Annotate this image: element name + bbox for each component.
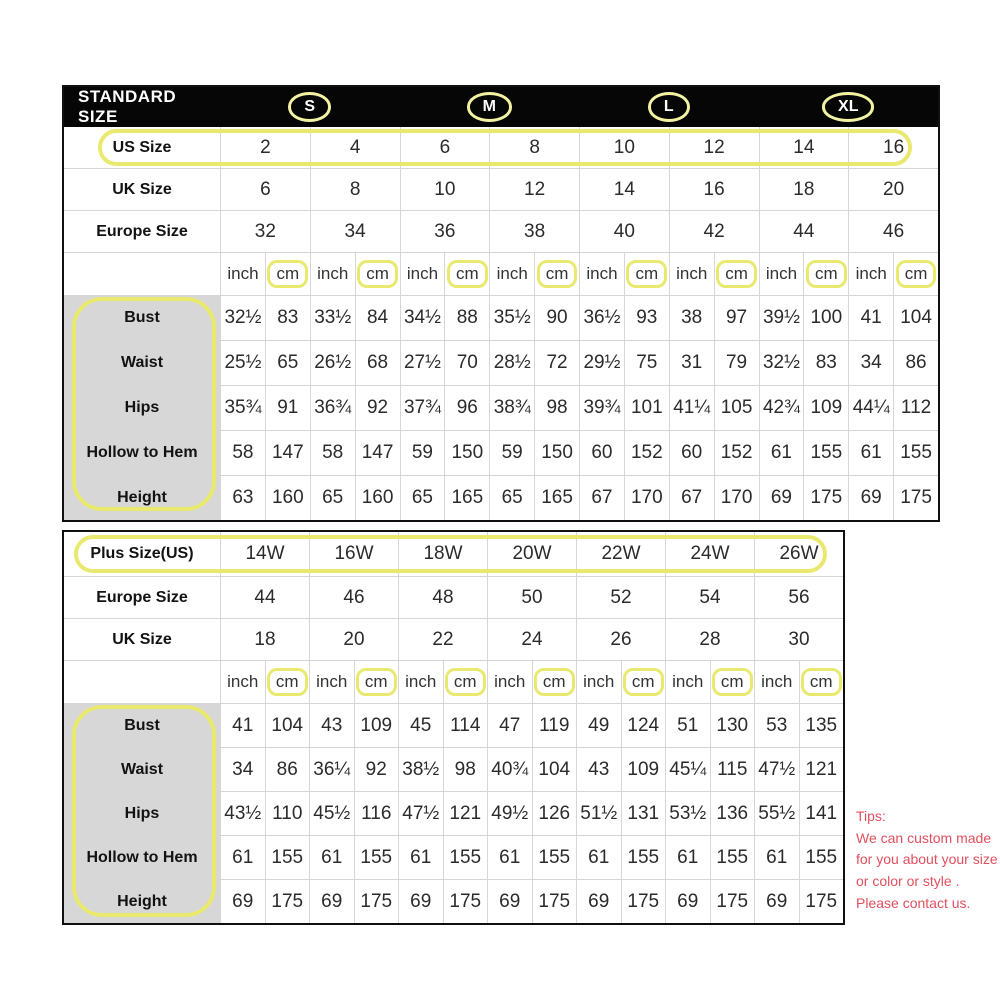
- cm-highlight: cm: [357, 260, 398, 287]
- inch-label: inch: [310, 253, 355, 295]
- inch-label: inch: [848, 253, 893, 295]
- cm-highlight: cm: [267, 260, 308, 287]
- row-label: Bust: [64, 704, 220, 747]
- measure-cell: 86: [265, 748, 310, 791]
- measure-cell: 155: [532, 836, 577, 879]
- size-cell: 10: [579, 127, 669, 168]
- inch-label: inch: [489, 253, 534, 295]
- size-cell: 16W: [309, 532, 398, 576]
- size-row: [64, 618, 843, 660]
- measure-cell: 38¾: [489, 386, 534, 430]
- measure-cell: 55½: [754, 792, 799, 835]
- measure-cell: 68: [355, 341, 400, 385]
- measure-cell: 170: [714, 476, 759, 520]
- size-cell: 38: [489, 211, 579, 252]
- size-cell: 2: [220, 127, 310, 168]
- measure-cell: 75: [624, 341, 669, 385]
- measure-cell: 69: [487, 880, 532, 923]
- measure-cell: 155: [710, 836, 755, 879]
- measure-cell: 155: [621, 836, 666, 879]
- size-cell: 4: [310, 127, 400, 168]
- measure-cell: 61: [309, 836, 354, 879]
- measurement-row: [64, 340, 938, 385]
- cm-cell: [265, 253, 310, 295]
- measure-cell: 32½: [759, 341, 804, 385]
- measure-cell: 175: [799, 880, 844, 923]
- inch-label: inch: [487, 661, 532, 703]
- measure-cell: 69: [398, 880, 443, 923]
- measure-cell: 175: [354, 880, 399, 923]
- measure-cell: 61: [754, 836, 799, 879]
- cm-highlight: cm: [267, 668, 308, 695]
- measure-cell: 121: [443, 792, 488, 835]
- measure-cell: 61: [848, 431, 893, 475]
- measurement-row: [64, 385, 938, 430]
- size-cell: 46: [848, 211, 938, 252]
- size-cell: 30: [754, 619, 843, 660]
- row-label: Height: [64, 476, 220, 520]
- measure-cell: 53: [754, 704, 799, 747]
- measure-cell: 126: [532, 792, 577, 835]
- measure-cell: 93: [624, 296, 669, 340]
- unit-row-label: [64, 253, 220, 295]
- row-label: Hips: [64, 792, 220, 835]
- measure-cell: 61: [759, 431, 804, 475]
- measure-cell: 26½: [310, 341, 355, 385]
- cm-highlight: cm: [806, 260, 847, 287]
- size-cell: 44: [220, 577, 309, 618]
- inch-label: inch: [398, 661, 443, 703]
- row-label: Waist: [64, 748, 220, 791]
- measure-cell: 65: [310, 476, 355, 520]
- measure-cell: 109: [354, 704, 399, 747]
- measure-cell: 61: [576, 836, 621, 879]
- measure-cell: 152: [624, 431, 669, 475]
- measure-cell: 58: [310, 431, 355, 475]
- measure-cell: 28½: [489, 341, 534, 385]
- measure-cell: 49½: [487, 792, 532, 835]
- measure-cell: 61: [487, 836, 532, 879]
- measure-cell: 39½: [759, 296, 804, 340]
- measure-cell: 69: [220, 880, 265, 923]
- measure-cell: 29½: [579, 341, 624, 385]
- measure-cell: 25½: [220, 341, 265, 385]
- size-cell: 52: [576, 577, 665, 618]
- row-label: Europe Size: [96, 588, 188, 606]
- inch-label: inch: [665, 661, 710, 703]
- standard-size-table: [62, 85, 940, 522]
- unit-row: [64, 660, 843, 703]
- measure-cell: 41: [848, 296, 893, 340]
- measurement-row: [64, 747, 843, 791]
- measure-cell: 155: [443, 836, 488, 879]
- cm-cell: [265, 661, 310, 703]
- measure-cell: 34: [848, 341, 893, 385]
- measure-cell: 109: [803, 386, 848, 430]
- measure-cell: 36¼: [309, 748, 354, 791]
- measure-cell: 36½: [579, 296, 624, 340]
- measure-cell: 44¼: [848, 386, 893, 430]
- measure-cell: 45¼: [665, 748, 710, 791]
- measure-cell: 34½: [400, 296, 445, 340]
- cm-highlight: cm: [896, 260, 937, 287]
- tips-line: We can custom made: [856, 829, 992, 846]
- size-cell: 8: [310, 169, 400, 210]
- row-label: UK Size: [112, 180, 172, 198]
- measurement-row: [64, 835, 843, 879]
- measure-cell: 58: [220, 431, 265, 475]
- cm-cell: [621, 661, 666, 703]
- measure-cell: 69: [754, 880, 799, 923]
- inch-label: inch: [759, 253, 804, 295]
- size-row: [64, 210, 938, 252]
- size-cell: 46: [309, 577, 398, 618]
- size-cell: 14: [759, 127, 849, 168]
- measure-cell: 51: [665, 704, 710, 747]
- measure-cell: 63: [220, 476, 265, 520]
- measure-cell: 49: [576, 704, 621, 747]
- measure-cell: 165: [534, 476, 579, 520]
- size-group-s: [220, 92, 400, 121]
- measurement-row: [64, 295, 938, 340]
- measure-cell: 65: [489, 476, 534, 520]
- inch-label: inch: [579, 253, 624, 295]
- standard-size-header: [64, 87, 938, 127]
- measure-cell: 147: [355, 431, 400, 475]
- size-cell: 18W: [398, 532, 487, 576]
- measure-cell: 36¾: [310, 386, 355, 430]
- measure-cell: 114: [443, 704, 488, 747]
- measure-cell: 92: [355, 386, 400, 430]
- measure-cell: 67: [579, 476, 624, 520]
- measure-cell: 65: [400, 476, 445, 520]
- measurement-row: [64, 791, 843, 835]
- measure-cell: 35¾: [220, 386, 265, 430]
- measure-cell: 121: [799, 748, 844, 791]
- measure-cell: 41: [220, 704, 265, 747]
- measure-cell: 155: [799, 836, 844, 879]
- measurement-row: [64, 430, 938, 475]
- cm-highlight: cm: [447, 260, 488, 287]
- size-cell: 22W: [576, 532, 665, 576]
- measure-cell: 83: [265, 296, 310, 340]
- size-cell: 6: [220, 169, 310, 210]
- cm-cell: [799, 661, 844, 703]
- size-cell: 16: [669, 169, 759, 210]
- cm-cell: [803, 253, 848, 295]
- size-cell: 48: [398, 577, 487, 618]
- size-cell: 26W: [754, 532, 843, 576]
- row-label: Plus Size(US): [90, 545, 194, 562]
- measure-cell: 33½: [310, 296, 355, 340]
- measure-cell: 98: [534, 386, 579, 430]
- cm-highlight: cm: [534, 668, 575, 695]
- cm-highlight: cm: [623, 668, 664, 695]
- size-cell: 28: [665, 619, 754, 660]
- measure-cell: 165: [444, 476, 489, 520]
- measure-cell: 67: [669, 476, 714, 520]
- measure-cell: 152: [714, 431, 759, 475]
- measure-cell: 42¾: [759, 386, 804, 430]
- inch-label: inch: [309, 661, 354, 703]
- measure-cell: 160: [355, 476, 400, 520]
- measure-cell: 141: [799, 792, 844, 835]
- cm-cell: [893, 253, 938, 295]
- size-cell: 16: [848, 127, 938, 168]
- measure-cell: 110: [265, 792, 310, 835]
- size-cell: 18: [759, 169, 849, 210]
- size-cell: 42: [669, 211, 759, 252]
- measure-cell: 104: [532, 748, 577, 791]
- measure-cell: 155: [803, 431, 848, 475]
- measure-cell: 155: [893, 431, 938, 475]
- measure-cell: 27½: [400, 341, 445, 385]
- measure-cell: 91: [265, 386, 310, 430]
- unit-row-label: [64, 661, 220, 703]
- measure-cell: 60: [669, 431, 714, 475]
- cm-highlight: cm: [445, 668, 486, 695]
- standard-size-rows: [64, 127, 938, 520]
- measure-cell: 97: [714, 296, 759, 340]
- inch-label: inch: [576, 661, 621, 703]
- measure-cell: 155: [265, 836, 310, 879]
- measure-cell: 31: [669, 341, 714, 385]
- row-label: Height: [64, 880, 220, 923]
- measure-cell: 160: [265, 476, 310, 520]
- measure-cell: 150: [444, 431, 489, 475]
- unit-row: [64, 252, 938, 295]
- measure-cell: 100: [803, 296, 848, 340]
- size-row: [64, 127, 938, 168]
- size-cell: 14W: [220, 532, 309, 576]
- measure-cell: 175: [803, 476, 848, 520]
- cm-cell: [534, 253, 579, 295]
- measure-cell: 69: [309, 880, 354, 923]
- measure-cell: 60: [579, 431, 624, 475]
- size-row: [64, 532, 843, 576]
- row-label: Hips: [64, 386, 220, 430]
- size-cell: 6: [400, 127, 490, 168]
- measure-cell: 32½: [220, 296, 265, 340]
- measure-cell: 59: [400, 431, 445, 475]
- row-label: Waist: [64, 341, 220, 385]
- cm-highlight: cm: [537, 260, 578, 287]
- measure-cell: 69: [848, 476, 893, 520]
- size-cell: 40: [579, 211, 669, 252]
- cm-cell: [443, 661, 488, 703]
- tips-line: or color or style .: [856, 873, 960, 890]
- measure-cell: 83: [803, 341, 848, 385]
- size-cell: 26: [576, 619, 665, 660]
- size-cell: 44: [759, 211, 849, 252]
- cm-highlight: cm: [716, 260, 757, 287]
- size-badge-l-highlight: L: [648, 92, 690, 121]
- size-cell: 12: [489, 169, 579, 210]
- measure-cell: 39¾: [579, 386, 624, 430]
- cm-cell: [444, 253, 489, 295]
- cm-cell: [532, 661, 577, 703]
- cm-cell: [354, 661, 399, 703]
- plus-size-rows: [64, 532, 843, 923]
- measure-cell: 70: [444, 341, 489, 385]
- measure-cell: 40¾: [487, 748, 532, 791]
- tips-line: Please contact us.: [856, 894, 971, 911]
- size-cell: 22: [398, 619, 487, 660]
- measure-cell: 170: [624, 476, 669, 520]
- size-cell: 20W: [487, 532, 576, 576]
- measure-cell: 72: [534, 341, 579, 385]
- inch-label: inch: [220, 253, 265, 295]
- measure-cell: 104: [893, 296, 938, 340]
- measure-cell: 38½: [398, 748, 443, 791]
- measure-cell: 175: [621, 880, 666, 923]
- measure-cell: 41¼: [669, 386, 714, 430]
- inch-label: inch: [669, 253, 714, 295]
- measure-cell: 61: [220, 836, 265, 879]
- measure-cell: 92: [354, 748, 399, 791]
- measure-cell: 130: [710, 704, 755, 747]
- cm-highlight: cm: [356, 668, 397, 695]
- measure-cell: 88: [444, 296, 489, 340]
- size-row: [64, 168, 938, 210]
- measure-cell: 96: [444, 386, 489, 430]
- size-cell: 36: [400, 211, 490, 252]
- size-badge-m-highlight: M: [467, 92, 512, 121]
- custom-made-tips: [856, 806, 998, 914]
- cm-highlight: cm: [712, 668, 753, 695]
- measure-cell: 61: [398, 836, 443, 879]
- row-label: Bust: [64, 296, 220, 340]
- row-label: US Size: [112, 138, 172, 156]
- size-cell: 50: [487, 577, 576, 618]
- measure-cell: 90: [534, 296, 579, 340]
- measure-cell: 61: [665, 836, 710, 879]
- measure-cell: 34: [220, 748, 265, 791]
- size-group-xl: [759, 92, 939, 121]
- cm-cell: [624, 253, 669, 295]
- measure-cell: 175: [710, 880, 755, 923]
- size-group-m: [400, 92, 580, 121]
- measure-cell: 47: [487, 704, 532, 747]
- measure-cell: 59: [489, 431, 534, 475]
- measurement-row: [64, 475, 938, 520]
- measure-cell: 65: [265, 341, 310, 385]
- measure-cell: 147: [265, 431, 310, 475]
- measure-cell: 43: [309, 704, 354, 747]
- measure-cell: 43: [576, 748, 621, 791]
- measure-cell: 69: [759, 476, 804, 520]
- size-cell: 32: [220, 211, 310, 252]
- measure-cell: 43½: [220, 792, 265, 835]
- measure-cell: 105: [714, 386, 759, 430]
- measure-cell: 47½: [398, 792, 443, 835]
- measure-cell: 116: [354, 792, 399, 835]
- inch-label: inch: [220, 661, 265, 703]
- size-cell: 10: [400, 169, 490, 210]
- measure-cell: 104: [265, 704, 310, 747]
- measure-cell: 119: [532, 704, 577, 747]
- size-group-l: [579, 92, 759, 121]
- measure-cell: 69: [576, 880, 621, 923]
- size-cell: 18: [220, 619, 309, 660]
- measure-cell: 112: [893, 386, 938, 430]
- tips-line: for you about your size: [856, 851, 998, 868]
- measure-cell: 155: [354, 836, 399, 879]
- size-cell: 12: [669, 127, 759, 168]
- measure-cell: 86: [893, 341, 938, 385]
- cm-highlight: cm: [801, 668, 842, 695]
- measure-cell: 45½: [309, 792, 354, 835]
- cm-cell: [714, 253, 759, 295]
- measure-cell: 79: [714, 341, 759, 385]
- measure-cell: 101: [624, 386, 669, 430]
- measure-cell: 175: [893, 476, 938, 520]
- size-cell: 24W: [665, 532, 754, 576]
- measurement-row: [64, 879, 843, 923]
- size-badge-xl-highlight: XL: [822, 92, 874, 121]
- measure-cell: 150: [534, 431, 579, 475]
- measure-cell: 45: [398, 704, 443, 747]
- measure-cell: 131: [621, 792, 666, 835]
- tips-title: Tips:: [856, 808, 886, 824]
- measure-cell: 109: [621, 748, 666, 791]
- measure-cell: 124: [621, 704, 666, 747]
- measure-cell: 98: [443, 748, 488, 791]
- size-cell: 14: [579, 169, 669, 210]
- measure-cell: 84: [355, 296, 400, 340]
- measure-cell: 175: [532, 880, 577, 923]
- inch-label: inch: [754, 661, 799, 703]
- measure-cell: 175: [443, 880, 488, 923]
- cm-cell: [355, 253, 400, 295]
- cm-cell: [710, 661, 755, 703]
- size-cell: 56: [754, 577, 843, 618]
- measure-cell: 69: [665, 880, 710, 923]
- size-cell: 20: [309, 619, 398, 660]
- inch-label: inch: [400, 253, 445, 295]
- cm-highlight: cm: [626, 260, 667, 287]
- row-label: Hollow to Hem: [64, 836, 220, 879]
- standard-size-title: STANDARD SIZE: [78, 87, 177, 126]
- measure-cell: 47½: [754, 748, 799, 791]
- measure-cell: 51½: [576, 792, 621, 835]
- size-cell: 24: [487, 619, 576, 660]
- measurement-row: [64, 703, 843, 747]
- measure-cell: 175: [265, 880, 310, 923]
- row-label: Europe Size: [96, 222, 188, 240]
- size-cell: 54: [665, 577, 754, 618]
- measure-cell: 115: [710, 748, 755, 791]
- size-badge-s-highlight: S: [288, 92, 331, 121]
- size-cell: 8: [489, 127, 579, 168]
- size-row: [64, 576, 843, 618]
- row-label: Hollow to Hem: [64, 431, 220, 475]
- measure-cell: 37¾: [400, 386, 445, 430]
- size-cell: 34: [310, 211, 400, 252]
- measure-cell: 53½: [665, 792, 710, 835]
- measure-cell: 136: [710, 792, 755, 835]
- measure-cell: 38: [669, 296, 714, 340]
- plus-size-table: [62, 530, 845, 925]
- size-cell: 20: [848, 169, 938, 210]
- measure-cell: 35½: [489, 296, 534, 340]
- row-label: UK Size: [112, 630, 172, 648]
- measure-cell: 135: [799, 704, 844, 747]
